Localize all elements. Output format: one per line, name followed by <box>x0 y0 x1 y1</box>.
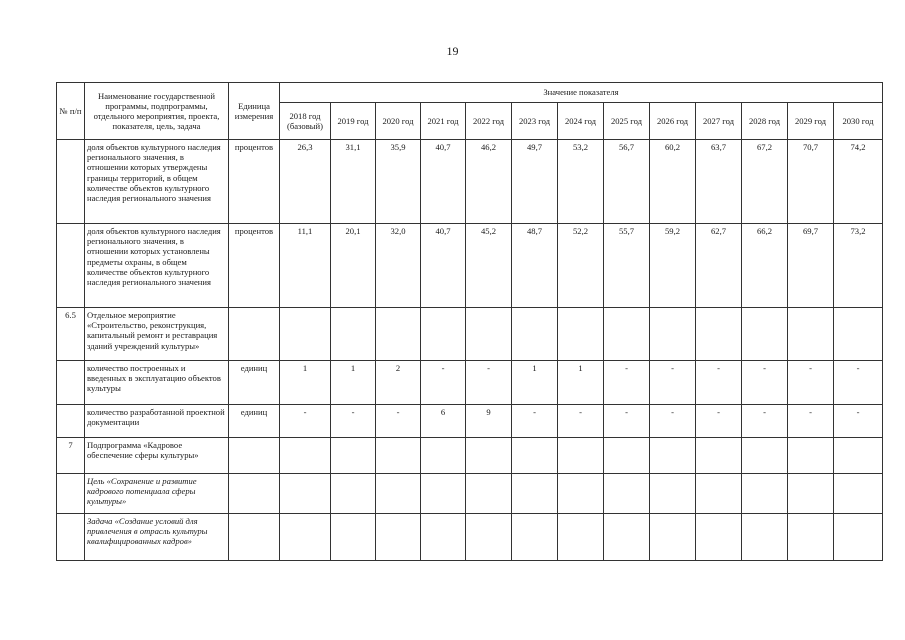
row-number <box>57 514 85 561</box>
value-cell: - <box>466 361 512 405</box>
value-cell: - <box>834 405 883 438</box>
value-cell: 62,7 <box>696 224 742 308</box>
header-year: 2029 год <box>788 103 834 140</box>
value-cell <box>558 514 604 561</box>
indicator-name: Отдельное мероприятие «Строительство, реконструкция, капитальный ремонт и реставрация зданий учреждений культуры» <box>85 308 229 361</box>
row-number <box>57 361 85 405</box>
value-cell: - <box>331 405 376 438</box>
value-cell: - <box>650 405 696 438</box>
value-cell: 52,2 <box>558 224 604 308</box>
value-cell: - <box>512 405 558 438</box>
table-row <box>57 224 883 308</box>
value-cell: 1 <box>512 361 558 405</box>
header-year: 2020 год <box>376 103 421 140</box>
value-cell <box>742 514 788 561</box>
value-cell <box>788 308 834 361</box>
value-cell <box>376 514 421 561</box>
value-cell: 74,2 <box>834 140 883 224</box>
value-cell <box>512 308 558 361</box>
indicator-name: Подпрограмма «Кадровое обеспечение сферы культуры» <box>85 438 229 474</box>
row-number <box>57 224 85 308</box>
value-cell <box>421 438 466 474</box>
unit-cell <box>229 474 280 514</box>
value-cell <box>834 308 883 361</box>
table-row <box>57 308 883 361</box>
indicator-name: Цель «Сохранение и развитие кадрового потенциала сферы культуры» <box>85 474 229 514</box>
header-year: 2019 год <box>331 103 376 140</box>
value-cell <box>834 474 883 514</box>
value-cell <box>466 474 512 514</box>
value-cell <box>558 474 604 514</box>
page-number: 19 <box>446 44 459 58</box>
value-cell <box>280 438 331 474</box>
value-cell <box>604 308 650 361</box>
value-cell <box>696 308 742 361</box>
value-cell: 73,2 <box>834 224 883 308</box>
value-cell <box>696 474 742 514</box>
value-cell <box>466 308 512 361</box>
value-cell <box>331 514 376 561</box>
value-cell: 35,9 <box>376 140 421 224</box>
header-year: 2028 год <box>742 103 788 140</box>
value-cell <box>331 308 376 361</box>
table-row <box>57 438 883 474</box>
value-cell: 69,7 <box>788 224 834 308</box>
row-number: 6.5 <box>57 308 85 361</box>
header-year: 2027 год <box>696 103 742 140</box>
header-year: 2030 год <box>834 103 883 140</box>
value-cell: 20,1 <box>331 224 376 308</box>
value-cell: 49,7 <box>512 140 558 224</box>
value-cell: - <box>376 405 421 438</box>
value-cell: - <box>604 405 650 438</box>
header-year: 2018 год (базовый) <box>280 103 331 140</box>
value-cell: 31,1 <box>331 140 376 224</box>
value-cell <box>788 474 834 514</box>
value-cell: 1 <box>280 361 331 405</box>
value-cell <box>512 438 558 474</box>
value-cell: - <box>650 361 696 405</box>
value-cell <box>376 474 421 514</box>
value-cell <box>650 308 696 361</box>
value-cell: 70,7 <box>788 140 834 224</box>
value-cell: - <box>696 405 742 438</box>
value-cell <box>788 514 834 561</box>
value-cell <box>742 308 788 361</box>
value-cell <box>834 514 883 561</box>
value-cell: - <box>604 361 650 405</box>
value-cell: - <box>834 361 883 405</box>
table-row <box>57 514 883 561</box>
value-cell <box>421 474 466 514</box>
value-cell <box>834 438 883 474</box>
value-cell: 66,2 <box>742 224 788 308</box>
value-cell: 40,7 <box>421 140 466 224</box>
value-cell <box>788 438 834 474</box>
unit-cell <box>229 514 280 561</box>
value-cell: 6 <box>421 405 466 438</box>
header-year: 2021 год <box>421 103 466 140</box>
indicators-table <box>56 82 883 561</box>
value-cell: 55,7 <box>604 224 650 308</box>
value-cell <box>604 474 650 514</box>
value-cell: - <box>788 405 834 438</box>
row-number <box>57 140 85 224</box>
header-year: 2022 год <box>466 103 512 140</box>
header-col-unit: Единица измерения <box>229 83 280 140</box>
value-cell: 67,2 <box>742 140 788 224</box>
value-cell: 2 <box>376 361 421 405</box>
value-cell <box>466 438 512 474</box>
unit-cell: процентов <box>229 140 280 224</box>
value-cell: 32,0 <box>376 224 421 308</box>
value-cell: - <box>742 361 788 405</box>
value-cell <box>280 308 331 361</box>
indicator-name: доля объектов культурного наследия регионального значения, в отношении которых установлены предметы охраны, в общем количестве объектов культурного наследия регионального значения <box>85 224 229 308</box>
table-row <box>57 140 883 224</box>
value-cell <box>421 514 466 561</box>
unit-cell <box>229 438 280 474</box>
value-cell: 11,1 <box>280 224 331 308</box>
value-cell: 40,7 <box>421 224 466 308</box>
indicator-name: количество разработанной проектной документации <box>85 405 229 438</box>
header-year: 2025 год <box>604 103 650 140</box>
value-cell: - <box>421 361 466 405</box>
value-cell <box>512 514 558 561</box>
row-number <box>57 405 85 438</box>
value-cell <box>331 438 376 474</box>
value-cell: 1 <box>331 361 376 405</box>
value-cell <box>280 514 331 561</box>
value-cell: - <box>280 405 331 438</box>
value-cell <box>650 514 696 561</box>
value-cell <box>696 514 742 561</box>
value-cell: - <box>742 405 788 438</box>
header-col-no: № п/п <box>57 83 85 140</box>
value-cell: 56,7 <box>604 140 650 224</box>
value-cell: 48,7 <box>512 224 558 308</box>
unit-cell: единиц <box>229 405 280 438</box>
value-cell <box>421 308 466 361</box>
value-cell <box>331 474 376 514</box>
value-cell: - <box>696 361 742 405</box>
value-cell <box>512 474 558 514</box>
header-year: 2026 год <box>650 103 696 140</box>
row-number: 7 <box>57 438 85 474</box>
value-cell <box>742 438 788 474</box>
indicator-name: Задача «Создание условий для привлечения в отрасль культуры квалифицированных кадров» <box>85 514 229 561</box>
value-cell <box>742 474 788 514</box>
table-row <box>57 361 883 405</box>
value-cell <box>376 438 421 474</box>
header-col-values: Значение показателя <box>280 83 883 103</box>
value-cell <box>650 474 696 514</box>
value-cell <box>650 438 696 474</box>
value-cell: 46,2 <box>466 140 512 224</box>
unit-cell <box>229 308 280 361</box>
table-row <box>57 405 883 438</box>
indicator-name: количество построенных и введенных в эксплуатацию объектов культуры <box>85 361 229 405</box>
value-cell <box>558 308 604 361</box>
value-cell: 45,2 <box>466 224 512 308</box>
value-cell <box>604 514 650 561</box>
value-cell <box>280 474 331 514</box>
header-col-name: Наименование государственной программы, подпрограммы, отдельного мероприятия, проекта, показателя, цель, задача <box>85 83 229 140</box>
value-cell <box>558 438 604 474</box>
header-year: 2024 год <box>558 103 604 140</box>
value-cell: - <box>558 405 604 438</box>
unit-cell: единиц <box>229 361 280 405</box>
value-cell: 26,3 <box>280 140 331 224</box>
value-cell: 1 <box>558 361 604 405</box>
value-cell <box>376 308 421 361</box>
value-cell: - <box>788 361 834 405</box>
value-cell: 63,7 <box>696 140 742 224</box>
header-year: 2023 год <box>512 103 558 140</box>
row-number <box>57 474 85 514</box>
value-cell: 59,2 <box>650 224 696 308</box>
value-cell <box>696 438 742 474</box>
header-row <box>57 83 883 103</box>
value-cell: 53,2 <box>558 140 604 224</box>
value-cell <box>466 514 512 561</box>
unit-cell: процентов <box>229 224 280 308</box>
value-cell: 60,2 <box>650 140 696 224</box>
table-row <box>57 474 883 514</box>
value-cell <box>604 438 650 474</box>
indicator-name: доля объектов культурного наследия регионального значения, в отношении которых утверждены границы территорий, в общем количестве объектов культурного наследия регионального значения <box>85 140 229 224</box>
value-cell: 9 <box>466 405 512 438</box>
